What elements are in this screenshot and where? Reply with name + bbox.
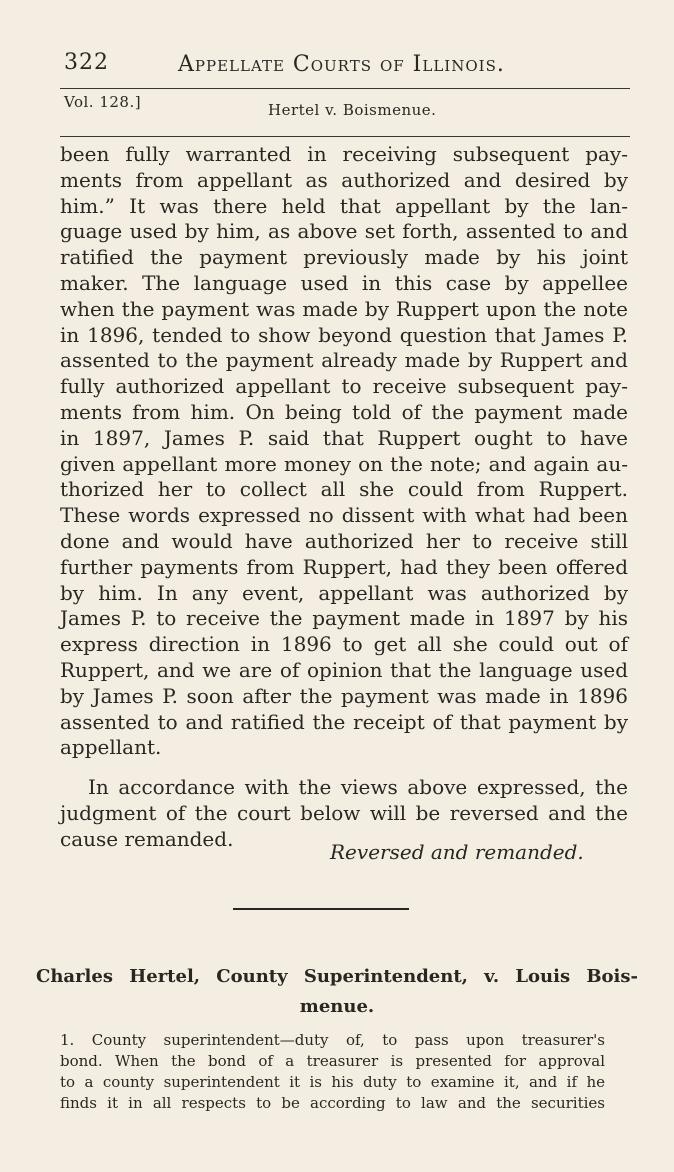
text-line: assented to the payment already made by Ruppert and — [60, 348, 628, 373]
text-line: him.” It was there held that appellant by the lan- — [60, 193, 628, 218]
text-line: judgment of the court below will be reversed and the — [60, 800, 628, 825]
text-line: Ruppert, and we are of opinion that the language used — [60, 657, 628, 682]
text-line: These words expressed no dissent with what had been — [60, 503, 628, 528]
text-line: fully authorized appellant to receive subsequent pay- — [60, 374, 628, 399]
next-case-title-line: menue. — [299, 996, 375, 1017]
text-line: further payments from Ruppert, had they been offered — [60, 554, 628, 579]
text-line: ments from him. On being told of the payment made — [60, 399, 628, 424]
opinion-paragraph-1 — [60, 142, 628, 761]
volume-label: Vol. 128.] — [64, 93, 142, 111]
text-line: express direction in 1896 to get all she could out of — [60, 632, 628, 657]
text-line: given appellant more money on the note; and again au- — [60, 451, 628, 476]
section-divider — [233, 908, 409, 910]
text-line: appellant. — [60, 735, 162, 760]
syllabus-line: finds it in all respects to be according to law and the securities — [60, 1094, 605, 1112]
page-number: 322 — [64, 50, 109, 75]
syllabus — [60, 1030, 605, 1114]
running-head — [0, 0, 674, 150]
text-line: been fully warranted in receiving subsequent pay- — [60, 142, 628, 166]
text-line: in 1896, tended to show beyond question that James P. — [60, 322, 628, 347]
opinion-text — [60, 142, 628, 853]
next-case-title — [36, 962, 638, 1022]
disposition: Reversed and remanded. — [330, 840, 584, 864]
text-line: done and would have authorized her to receive still — [60, 528, 628, 553]
text-line: In accordance with the views above expressed, the — [88, 775, 628, 800]
header-rule-bottom — [60, 136, 630, 137]
syllabus-line: bond. When the bond of a treasurer is presented for approval — [60, 1052, 605, 1070]
text-line: ments from appellant as authorized and desired by — [60, 167, 628, 192]
text-line: James P. to receive the payment made in 1897 by his — [60, 606, 628, 631]
text-line: by him. In any event, appellant was authorized by — [60, 580, 628, 605]
text-line: in 1897, James P. said that Ruppert ought to have — [60, 425, 628, 450]
text-line: assented to and ratified the receipt of that payment by — [60, 709, 628, 734]
text-line: when the payment was made by Ruppert upon the note — [60, 296, 628, 321]
text-line: maker. The language used in this case by appellee — [60, 270, 628, 295]
court-title: Appellate Courts of Illinois. — [178, 52, 505, 77]
text-line: by James P. soon after the payment was made in 1896 — [60, 683, 628, 708]
next-case-title-line: Charles Hertel, County Superintendent, v. Louis Bois- — [36, 966, 638, 987]
text-line: cause remanded. — [60, 826, 234, 851]
text-line: ratified the payment previously made by his joint — [60, 245, 628, 270]
syllabus-line: to a county superintendent it is his duty to examine it, and if he — [60, 1073, 605, 1091]
case-caption: Hertel v. Boismenue. — [268, 101, 437, 119]
syllabus-line: 1. County superintendent—duty of, to pass upon treasurer's — [60, 1031, 605, 1049]
text-line: guage used by him, as above set forth, assented to and — [60, 219, 628, 244]
text-line: thorized her to collect all she could from Ruppert. — [60, 477, 628, 502]
header-rule-top — [60, 88, 630, 89]
